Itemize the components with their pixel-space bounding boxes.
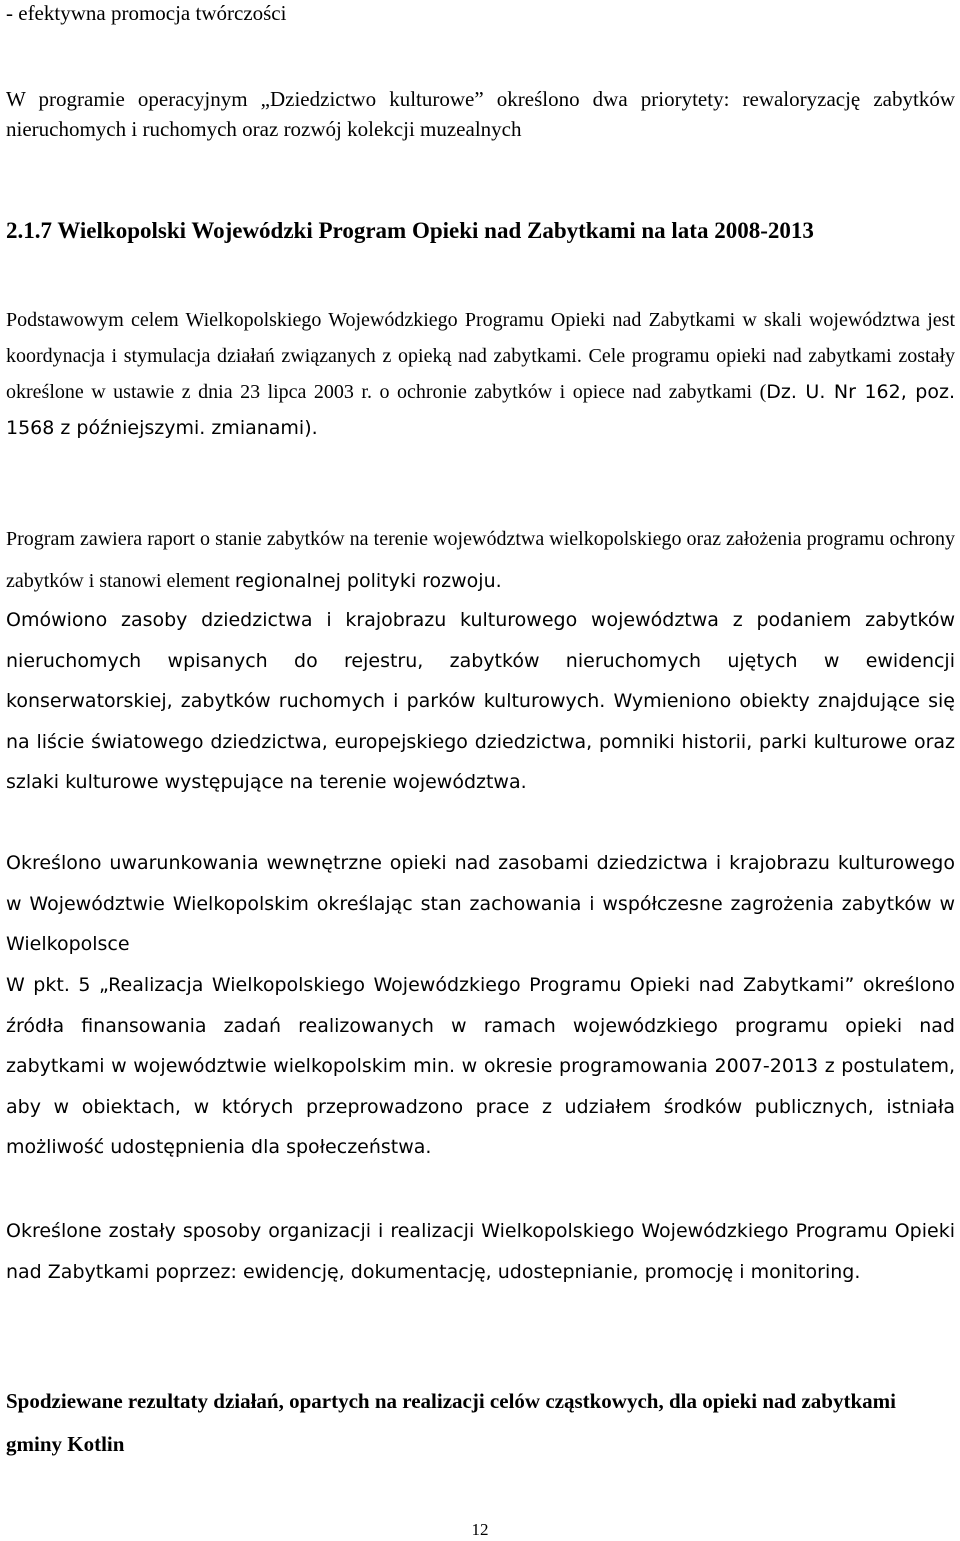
goal-law-reference: Dz. U. Nr 162, poz. 1568 z późniejszymi. zmianami). <box>6 381 955 439</box>
bullet-line-promotion: - efektywna promocja twórczości <box>6 1 287 25</box>
paragraph-operational-program: W programie operacyjnym „Dziedzictwo kulturowe” określono dwa priorytety: rewaloryzację zabytków nieruchomych i ruchomych oraz rozwój kolekcji muzealnych <box>6 87 955 141</box>
program-sans-text: regionalnej polityki rozwoju. <box>234 570 502 592</box>
page-number: 12 <box>471 1520 489 1539</box>
paragraph-program-contents <box>6 518 955 602</box>
paragraph-funding-sources: W pkt. 5 „Realizacja Wielkopolskiego Wojewódzkiego Programu Opieki nad Zabytkami” określono źródła finansowania zadań realizowanych w ramach wojewódzkiego programu opieki nad zabytkami w województwie wielkopolskim min. w okresie programowania 2007-2013 z postulatem, aby w obiektach, w których przeprowadzono prace z udziałem środków publicznych, istniała możliwość udostępnienia dla społeczeństwa. <box>6 974 955 1159</box>
paragraph-internal-conditions: Określono uwarunkowania wewnętrzne opieki nad zasobami dziedzictwa i krajobrazu kulturowego w Województwie Wielkopolskim określając stan zachowania i współczesne zagrożenia zabytków w Wielkopolsce <box>6 852 955 956</box>
paragraph-heritage-resources: Omówiono zasoby dziedzictwa i krajobrazu kulturowego województwa z podaniem zabytków nieruchomych wpisanych do rejestru, zabytków nieruchomych ujętych w ewidencji konserwatorskiej, zabytków ruchomych i parków kulturowych. Wymieniono obiekty znajdujące się na liście światowego dziedzictwa, europejskiego dziedzictwa, pomniki historii, parki kulturowe oraz szlaki kulturowe występujące na terenie województwa. <box>6 609 955 794</box>
goal-serif-text: Podstawowym celem Wielkopolskiego Wojewódzkiego Programu Opieki nad Zabytkami w skali województwa jest koordynacja i stymulacja działań związanych z opieką nad zabytkami. Cele programu opieki nad zabytkami zostały określone w ustawie z dnia 23 lipca 2003 r. o ochronie zabytków i opiece nad zabytkami ( <box>6 309 955 403</box>
paragraph-implementation-methods: Określone zostały sposoby organizacji i realizacji Wielkopolskiego Wojewódzkiego Programu Opieki nad Zabytkami poprzez: ewidencję, dokumentację, udostepnianie, promocję i monitoring. <box>6 1220 955 1283</box>
expected-results-heading: Spodziewane rezultaty działań, opartych na realizacji celów cząstkowych, dla opieki nad zabytkami gminy Kotlin <box>6 1389 896 1456</box>
section-heading: 2.1.7 Wielkopolski Wojewódzki Program Opieki nad Zabytkami na lata 2008-2013 <box>6 218 814 243</box>
paragraph-program-goal <box>6 302 955 446</box>
program-serif-text: Program zawiera raport o stanie zabytków na terenie województwa wielkopolskiego oraz założenia programu ochrony zabytków i stanowi element <box>6 528 955 592</box>
